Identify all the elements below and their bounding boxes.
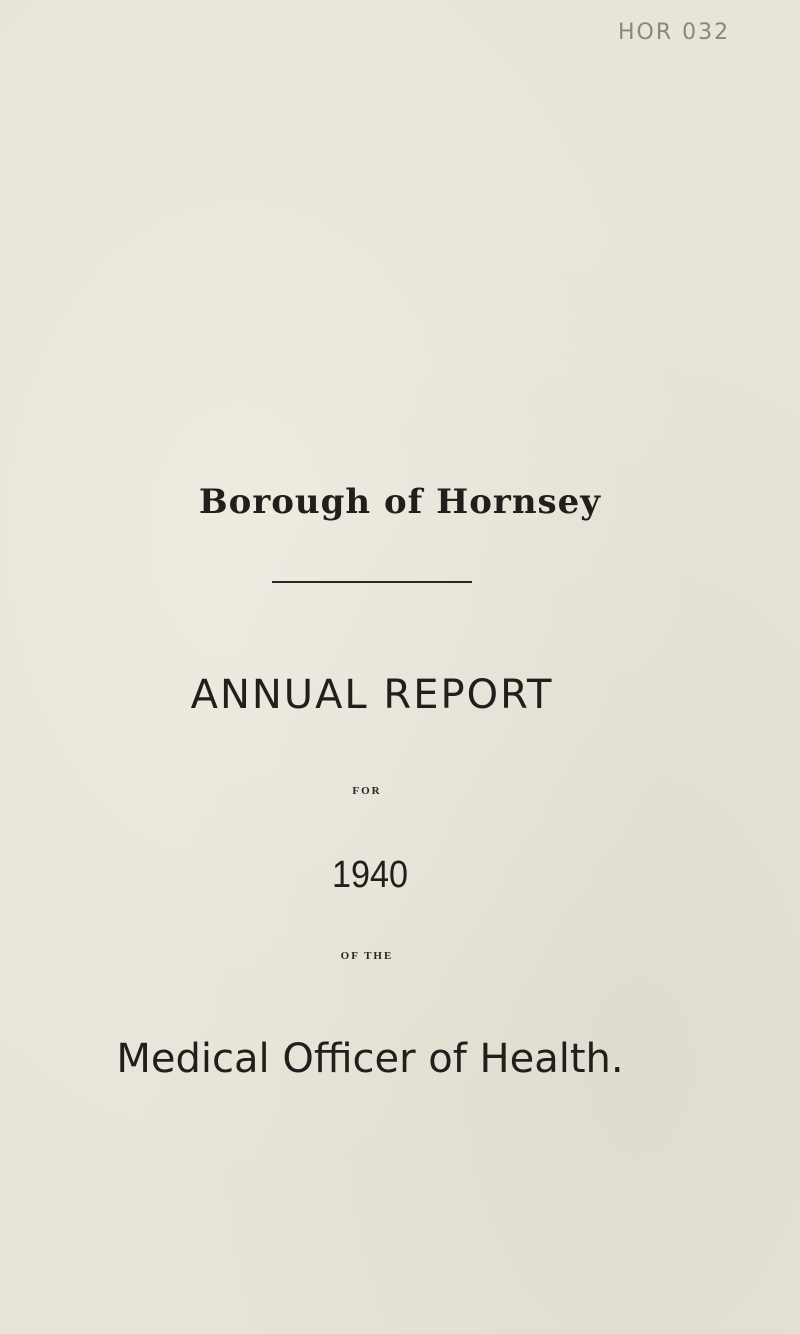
for-label: FOR	[352, 785, 382, 797]
of-the-label: OF THE	[340, 950, 394, 962]
divider-rule	[272, 581, 472, 583]
borough-heading: Borough of Hornsey	[198, 482, 602, 522]
report-title: ANNUAL REPORT	[190, 672, 554, 718]
report-year: 1940	[331, 854, 409, 896]
office-title: Medical Officer of Health.	[116, 1036, 624, 1082]
archive-reference: HOR 032	[618, 20, 731, 45]
